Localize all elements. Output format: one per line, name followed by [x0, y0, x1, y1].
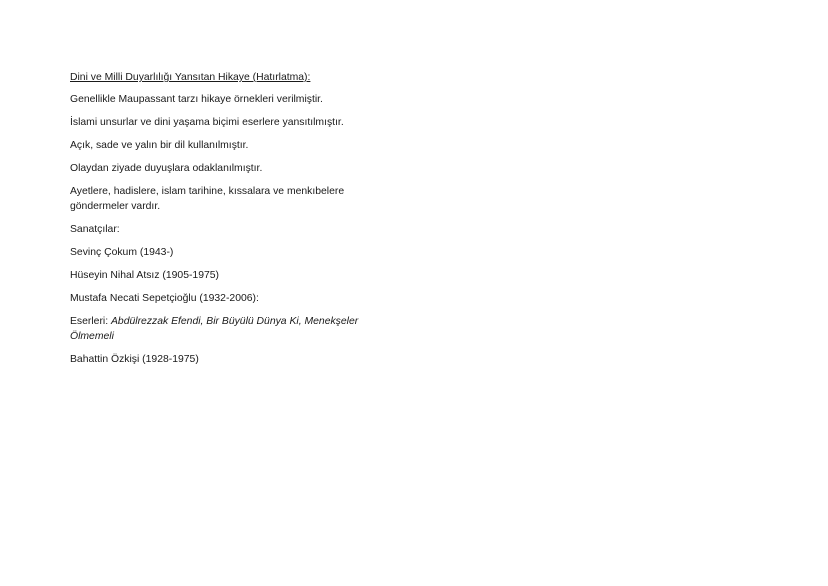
works-titles: Abdülrezzak Efendi, Bir Büyülü Dünya Ki, Menekşeler Ölmemeli [70, 316, 359, 342]
paragraph-feelings-focus: Olaydan ziyade duyuşlara odaklanılmıştır. [70, 163, 263, 174]
works-paragraph [70, 314, 370, 344]
artist-sevinc-cokum: Sevinç Çokum (1943-) [70, 247, 174, 258]
section-heading: Dini ve Milli Duyarlılığı Yansıtan Hikaye (Hatırlatma): [70, 72, 311, 83]
paragraph-plain-language: Açık, sade ve yalın bir dil kullanılmıştır. [70, 140, 249, 151]
artist-mustafa-necati-sepetcioglu: Mustafa Necati Sepetçioğlu (1932-2006): [70, 293, 259, 304]
document-body [70, 70, 370, 375]
paragraph-artists-label: Sanatçılar: [70, 224, 120, 235]
artist-huseyin-nihal-atsiz: Hüseyin Nihal Atsız (1905-1975) [70, 270, 220, 281]
artist-bahattin-ozkisi: Bahattin Özkişi (1928-1975) [70, 354, 199, 365]
paragraph-maupassant: Genellikle Maupassant tarzı hikaye örnekleri verilmiştir. [70, 94, 323, 105]
paragraph-islamic-elements: İslami unsurlar ve dini yaşama biçimi eserlere yansıtılmıştır. [70, 117, 344, 128]
works-label: Eserleri: [70, 316, 111, 327]
paragraph-references: Ayetlere, hadislere, islam tarihine, kıssalara ve menkıbelere göndermeler vardır. [70, 186, 345, 212]
